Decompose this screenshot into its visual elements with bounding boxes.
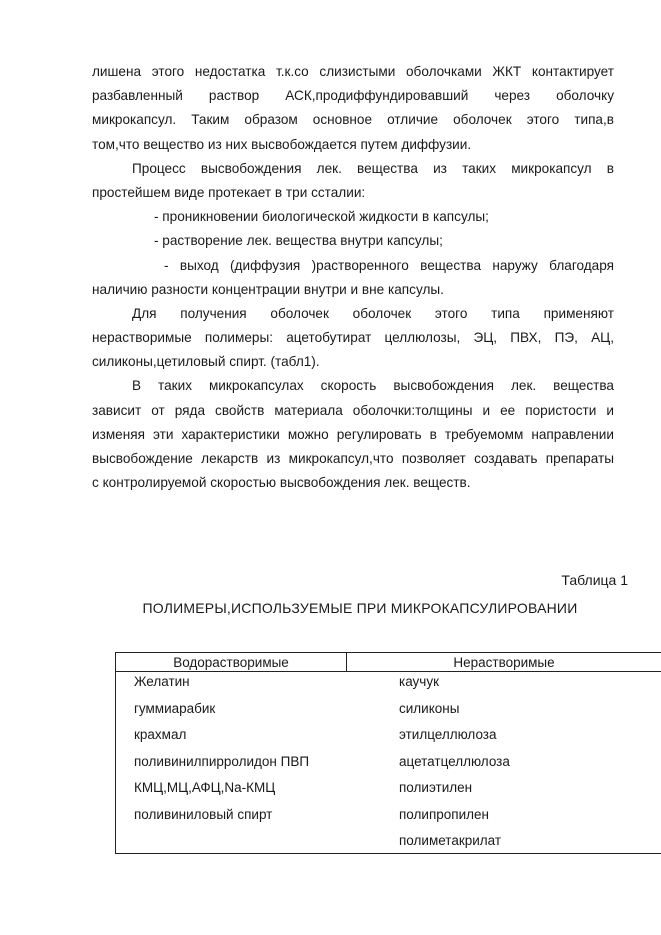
text-line: В таких микрокапсулах скорость высвобождения лек. вещества [132, 378, 614, 394]
text-line: высвобождение лекарств из микрокапсул,что позволяет создавать препараты [92, 451, 614, 466]
text-line: Процесс высвобождения лек. вещества из таких микрокапсул в [132, 160, 614, 176]
text-line: простейшем виде протекает в три ссталии: [92, 184, 366, 200]
text-line: Для получения оболочек оболочек этого типа применяют [132, 305, 614, 321]
text-line: с контролируемой скоростью высвобождения лек. веществ. [92, 475, 471, 491]
list-item: - выход (диффузия )растворенного вещества наружу благодаря [164, 257, 614, 273]
text-line: лишена этого недостатка т.к.со слизистыми оболочками ЖКТ контактирует [92, 64, 614, 79]
polymers-table [115, 652, 661, 854]
text-line: силиконы,цетиловый спирт. (табл1). [92, 354, 320, 370]
table-cell: полиметакрилат [399, 833, 502, 848]
list-item: - растворение лек. вещества внутри капсулы; [154, 233, 443, 249]
text-line: микрокапсул. Таким образом основное отличие оболочек этого типа,в [92, 112, 614, 128]
insoluble-column [399, 673, 510, 859]
table-cell: поливинилпирролидон ПВП [134, 753, 310, 769]
water-soluble-column [134, 673, 309, 832]
table-cell: полипропилен [399, 806, 489, 822]
header-insoluble: Нерастворимые [453, 655, 555, 670]
text-line: нерастворимые полимеры: ацетобутират целлюлозы, ЭЦ, ПВХ, ПЭ, АЦ, [92, 330, 614, 346]
header-water-soluble: Водорастворимые [173, 655, 289, 670]
table-cell: ацетатцеллюлоза [399, 753, 510, 769]
text-line: том,что вещество из них высвобождается путем диффузии. [92, 136, 472, 152]
table-cell: КМЦ,МЦ,АФЦ,Na-КМЦ [134, 780, 276, 795]
table-cell: гуммиарабик [134, 700, 216, 716]
table-cell: крахмал [134, 727, 187, 742]
text-line: наличию разности концентрации внутри и вне капсулы. [92, 281, 444, 297]
list-item: - проникновении биологической жидкости в капсулы; [154, 209, 489, 225]
table-title: ПОЛИМЕРЫ,ИСПОЛЬЗУЕМЫЕ ПРИ МИКРОКАПСУЛИРОВАНИИ [142, 600, 578, 616]
table-cell: каучук [399, 674, 439, 689]
table-caption: Таблица 1 [561, 572, 628, 588]
table-cell: Желатин [134, 674, 190, 689]
table-header-row [116, 653, 661, 672]
table-cell: силиконы [399, 700, 460, 716]
table-cell: полиэтилен [399, 780, 473, 795]
body-text [92, 60, 614, 495]
text-line: зависит от ряда свойств материала оболочки:толщины и ее пористости и [92, 402, 614, 418]
text-line: разбавленный раствор АСК,продиффундировавший через оболочку [92, 88, 614, 104]
table-cell: поливиниловый спирт [134, 806, 273, 822]
table-cell: этилцеллюлоза [399, 727, 497, 742]
text-line: изменяя эти характеристики можно регулировать в требуемомм направлении [92, 426, 614, 442]
